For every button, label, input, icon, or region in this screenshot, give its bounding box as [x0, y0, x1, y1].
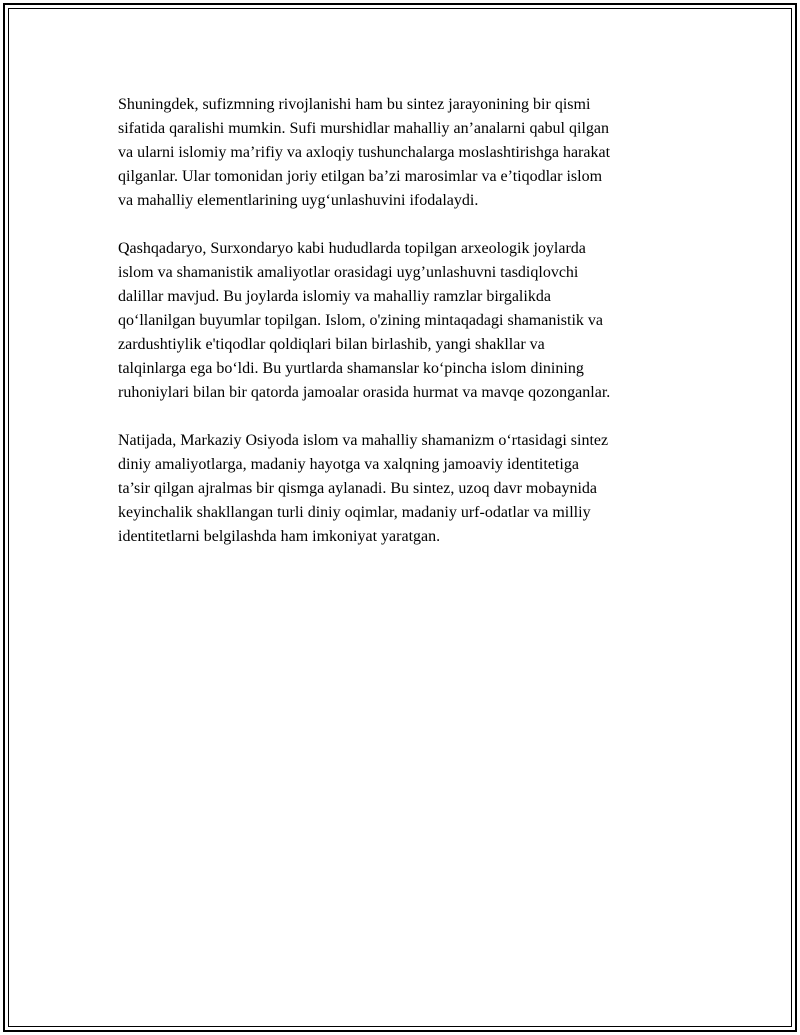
- text-line: qo‘llanilgan buyumlar topilgan. Islom, o'zining mintaqadagi shamanistik va: [118, 312, 604, 329]
- text-line: islom va shamanistik amaliyotlar orasidagi uyg’unlashuvni tasdiqlovchi: [118, 264, 579, 281]
- paragraph-conclusion: [118, 429, 703, 549]
- document-body: [118, 93, 703, 573]
- text-line: talqinlarga ega bo‘ldi. Bu yurtlarda shamanslar ko‘pincha islom dinining: [118, 360, 584, 377]
- text-line: va mahalliy elementlarining uyg‘unlashuvini ifodalaydi.: [118, 192, 479, 209]
- text-line: zardushtiylik e'tiqodlar qoldiqlari bilan birlashib, yangi shakllar va: [118, 336, 545, 353]
- text-line: keyinchalik shakllangan turli diniy oqimlar, madaniy urf-odatlar va milliy: [118, 504, 591, 521]
- text-line: Qashqadaryo, Surxondaryo kabi hududlarda topilgan arxeologik joylarda: [118, 240, 586, 257]
- paragraph-sufism: [118, 93, 703, 213]
- text-line: ruhoniylari bilan bir qatorda jamoalar orasida hurmat va mavqe qozonganlar.: [118, 384, 611, 401]
- text-line: ta’sir qilgan ajralmas bir qismga aylanadi. Bu sintez, uzoq davr mobaynida: [118, 480, 597, 497]
- text-line: Shuningdek, sufizmning rivojlanishi ham bu sintez jarayonining bir qismi: [118, 96, 591, 113]
- paragraph-archaeology: [118, 237, 703, 405]
- text-line: sifatida qaralishi mumkin. Sufi murshidlar mahalliy an’analarni qabul qilgan: [118, 120, 609, 137]
- text-line: Natijada, Markaziy Osiyoda islom va mahalliy shamanizm o‘rtasidagi sintez: [118, 432, 609, 449]
- text-line: va ularni islomiy ma’rifiy va axloqiy tushunchalarga moslashtirishga harakat: [118, 144, 611, 161]
- text-line: diniy amaliyotlarga, madaniy hayotga va xalqning jamoaviy identitetiga: [118, 456, 579, 473]
- text-line: identitetlarni belgilashda ham imkoniyat yaratgan.: [118, 528, 441, 545]
- text-line: qilganlar. Ular tomonidan joriy etilgan ba’zi marosimlar va e’tiqodlar islom: [118, 168, 603, 185]
- text-line: dalillar mavjud. Bu joylarda islomiy va mahalliy ramzlar birgalikda: [118, 288, 551, 305]
